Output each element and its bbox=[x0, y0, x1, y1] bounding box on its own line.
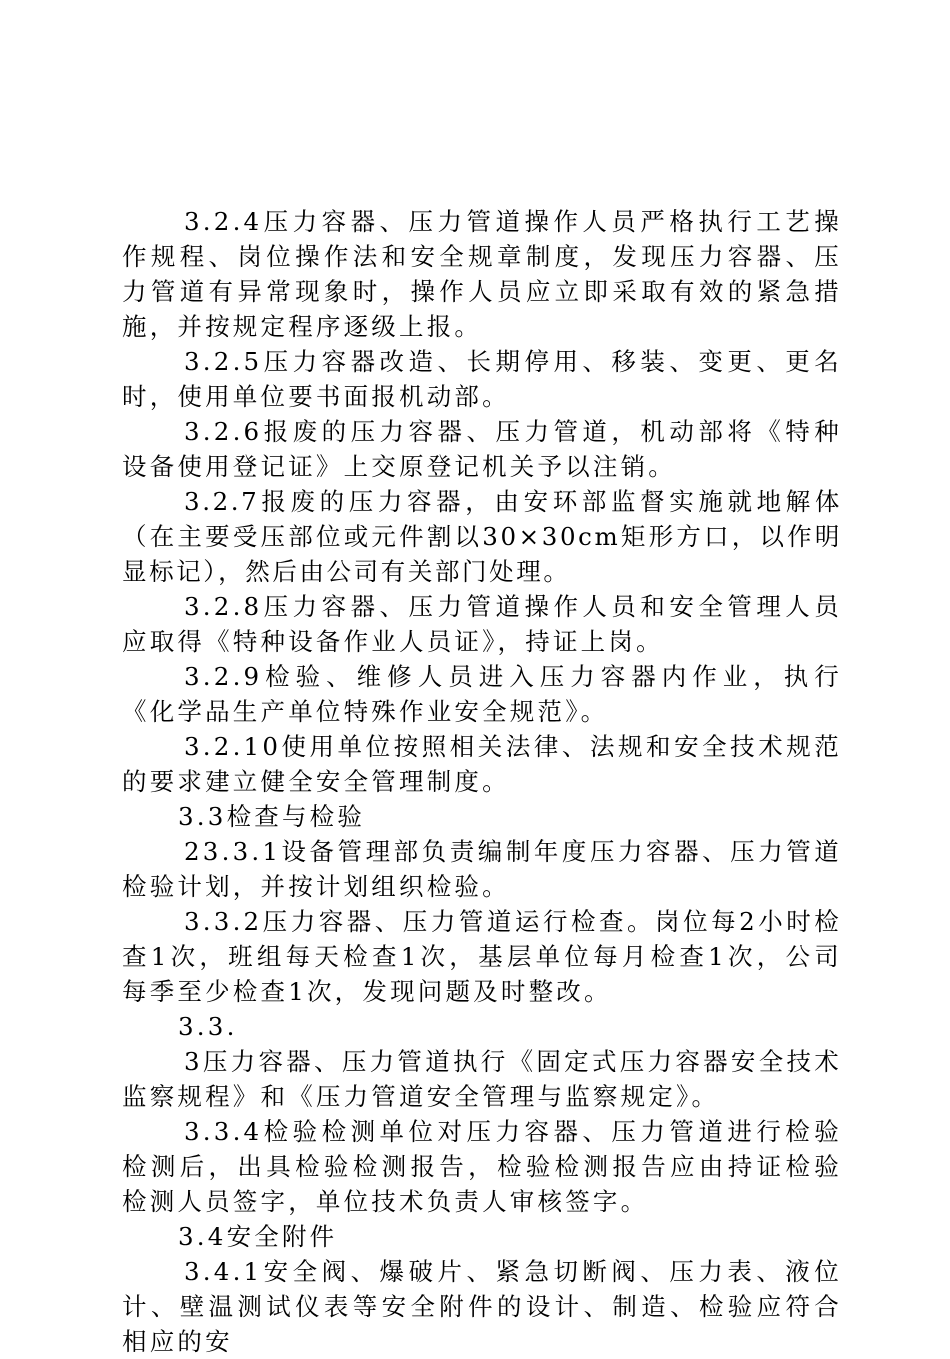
paragraph-3-2-10: 3.2.10使用单位按照相关法律、法规和安全技术规范的要求建立健全安全管理制度。 bbox=[122, 732, 842, 796]
paragraph-3-3-4: 3.3.4检验检测单位对压力容器、压力管道进行检验检测后，出具检验检测报告，检验检测报告应由持证检验检测人员签字，单位技术负责人审核签字。 bbox=[122, 1117, 842, 1216]
paragraph-3-3-2: 3.3.2压力容器、压力管道运行检查。岗位每2小时检查1次，班组每天检查1次，基层单位每月检查1次，公司每季至少检查1次，发现问题及时整改。 bbox=[122, 907, 842, 1006]
paragraph-3-2-5: 3.2.5压力容器改造、长期停用、移装、变更、更名时，使用单位要书面报机动部。 bbox=[122, 347, 842, 411]
paragraph-3-3-fragment: 3.3. bbox=[178, 1012, 238, 1041]
paragraph-3-3-3: 3压力容器、压力管道执行《固定式压力容器安全技术监察规程》和《压力管道安全管理与监察规定》。 bbox=[122, 1047, 842, 1111]
paragraph-3-2-8: 3.2.8压力容器、压力管道操作人员和安全管理人员应取得《特种设备作业人员证》，持证上岗。 bbox=[122, 592, 842, 656]
paragraph-3-4-1: 3.4.1安全阀、爆破片、紧急切断阀、压力表、液位计、壁温测试仪表等安全附件的设计、制造、检验应符合相应的安 bbox=[122, 1257, 842, 1356]
paragraph-3-2-7: 3.2.7报废的压力容器，由安环部监督实施就地解体（在主要受压部位或元件割以30×30cm矩形方口，以作明显标记），然后由公司有关部门处理。 bbox=[122, 487, 842, 586]
paragraph-3-2-6: 3.2.6报废的压力容器、压力管道，机动部将《特种设备使用登记证》上交原登记机关予以注销。 bbox=[122, 417, 842, 481]
paragraph-3-3-1: 23.3.1设备管理部负责编制年度压力容器、压力管道检验计划，并按计划组织检验。 bbox=[122, 837, 842, 901]
section-heading-3-3: 3.3检查与检验 bbox=[178, 802, 366, 831]
section-heading-3-4: 3.4安全附件 bbox=[178, 1222, 338, 1251]
paragraph-3-2-9: 3.2.9检验、维修人员进入压力容器内作业，执行《化学品生产单位特殊作业安全规范》。 bbox=[122, 662, 842, 726]
document-body bbox=[122, 204, 842, 1359]
paragraph-3-2-4: 3.2.4压力容器、压力管道操作人员严格执行工艺操作规程、岗位操作法和安全规章制度，发现压力容器、压力管道有异常现象时，操作人员应立即采取有效的紧急措施，并按规定程序逐级上报。 bbox=[122, 207, 842, 341]
